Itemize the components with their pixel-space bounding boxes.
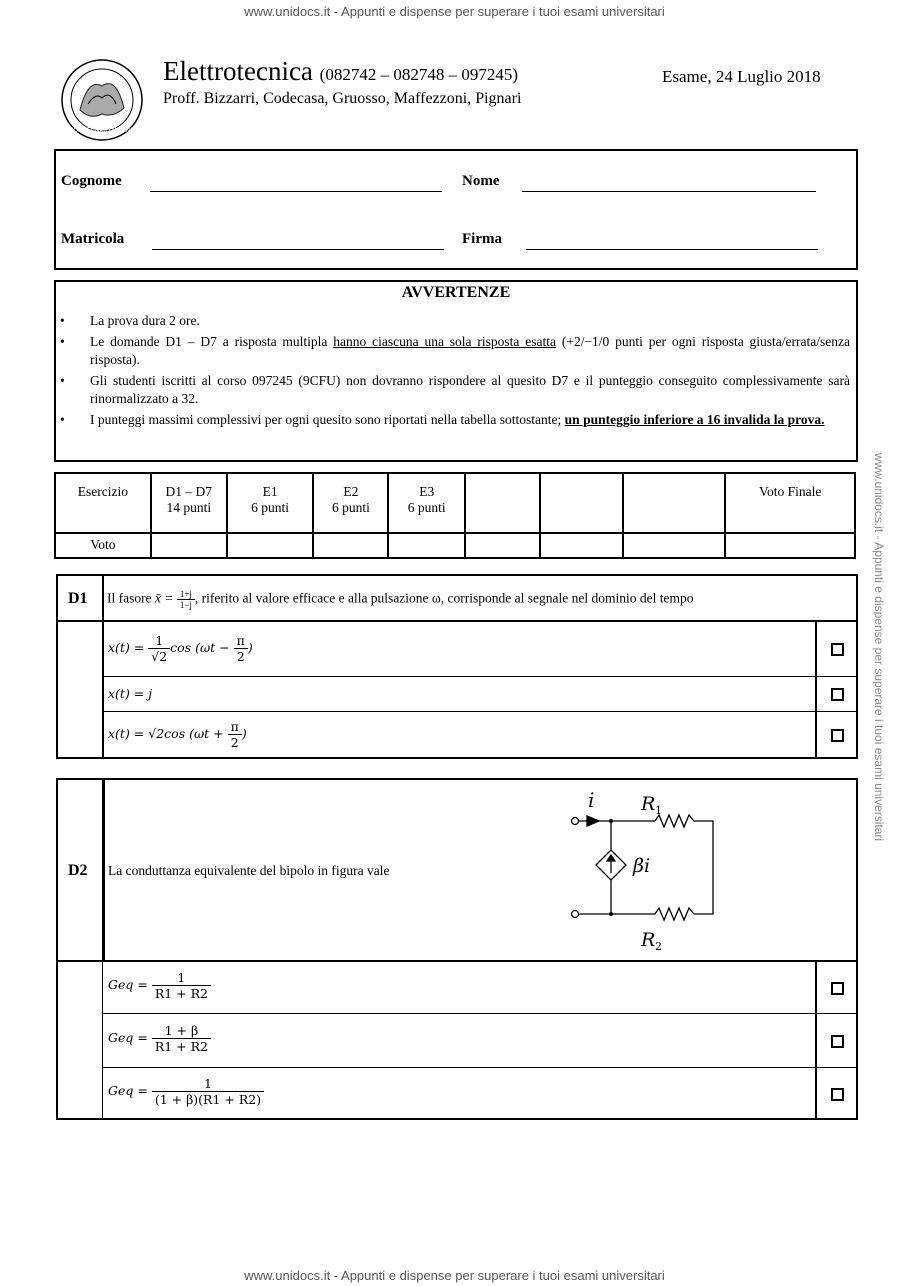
student-info-box bbox=[54, 149, 858, 270]
logo-text: POLITECNICO MILANO bbox=[69, 128, 135, 134]
warnings-title: AVVERTENZE bbox=[401, 284, 511, 301]
grade-table bbox=[54, 472, 856, 559]
grade-header-cell: E1 6 punti bbox=[227, 473, 314, 533]
question-d1 bbox=[56, 574, 858, 759]
answer-option: x(t) = $\frac{1}{√2}$ cos (ωt − $\frac{\pi}{2}$ ) bbox=[108, 633, 253, 664]
grade-header-cell: Voto Finale bbox=[725, 473, 855, 533]
course-codes: (082742 – 082748 – 097245) bbox=[319, 65, 518, 84]
question-text: Il fasore x̄ = $\frac{1+j}{1-j}$ , riferito al valore efficace e alla pulsazione ω, corrisponde al segnale nel dominio del tempo bbox=[107, 589, 694, 610]
answer-checkbox[interactable] bbox=[831, 982, 844, 995]
name-field[interactable] bbox=[522, 191, 816, 192]
grade-score-cell[interactable] bbox=[227, 533, 314, 558]
circuit-r1-label: R bbox=[641, 793, 656, 815]
professors: Proff. Bizzarri, Codecasa, Gruosso, Maffezzoni, Pignari bbox=[163, 90, 522, 107]
watermark-top: www.unidocs.it - Appunti e dispense per superare i tuoi esami universitari bbox=[244, 4, 665, 19]
surname-field[interactable] bbox=[150, 191, 442, 192]
answer-option: x(t) = j bbox=[108, 686, 153, 701]
grade-header-row bbox=[55, 473, 855, 533]
warning-item: • Gli studenti iscritti al corso 097245 (9CFU) non dovranno rispondere al quesito D7 e il punteggio conseguito complessivamente sarà rinormalizzato a 32. bbox=[60, 373, 850, 406]
grade-score-label: Voto bbox=[55, 533, 151, 558]
warning-item: • Le domande D1 – D7 a risposta multipla hanno ciascuna una sola risposta esatta (+2/−1/0 punti per ogni risposta giusta/errata/senza risposta). bbox=[60, 334, 851, 367]
signature-field[interactable] bbox=[526, 249, 818, 250]
question-d2 bbox=[56, 778, 858, 1120]
grade-header-cell bbox=[540, 473, 623, 533]
grade-score-cell[interactable] bbox=[313, 533, 388, 558]
surname-label: Cognome bbox=[61, 173, 122, 189]
grade-score-cell[interactable] bbox=[725, 533, 855, 558]
circuit-r2-label: R bbox=[641, 929, 656, 951]
warning-item: • La prova dura 2 ore. bbox=[60, 313, 200, 328]
watermark-right: www.unidocs.it - Appunti e dispense per superare i tuoi esami universitari bbox=[872, 452, 887, 842]
grade-header-cell bbox=[623, 473, 726, 533]
grade-header-cell: Esercizio bbox=[55, 473, 151, 533]
grade-header-cell: E2 6 punti bbox=[313, 473, 388, 533]
id-field[interactable] bbox=[152, 249, 444, 250]
answer-checkbox[interactable] bbox=[831, 729, 844, 742]
answer-checkbox[interactable] bbox=[831, 643, 844, 656]
answer-checkbox[interactable] bbox=[831, 688, 844, 701]
question-number: D1 bbox=[68, 590, 88, 607]
answer-checkbox[interactable] bbox=[831, 1088, 844, 1101]
answer-option: Geq = $\frac{1}{R1 + R2}$ bbox=[108, 970, 211, 1001]
grade-score-cell[interactable] bbox=[388, 533, 465, 558]
warnings-list bbox=[60, 312, 850, 432]
answer-option: Geq = $\frac{1 + \beta}{R1 + R2}$ bbox=[108, 1023, 211, 1054]
grade-score-cell[interactable] bbox=[540, 533, 623, 558]
grade-score-cell[interactable] bbox=[151, 533, 227, 558]
grade-header-cell: D1 – D7 14 punti bbox=[151, 473, 227, 533]
answer-option: Geq = $\frac{1}{(1 + \beta)(R1 + R2)}$ bbox=[108, 1076, 264, 1107]
grade-header-cell bbox=[465, 473, 540, 533]
course-title bbox=[163, 56, 518, 87]
question-text: La conduttanza equivalente del bipolo in figura vale bbox=[108, 863, 390, 878]
grade-score-cell[interactable] bbox=[623, 533, 726, 558]
exam-date: Esame, 24 Luglio 2018 bbox=[662, 67, 821, 86]
signature-label: Firma bbox=[462, 231, 502, 247]
grade-score-row bbox=[55, 533, 855, 558]
grade-score-cell[interactable] bbox=[465, 533, 540, 558]
circuit-r1-sub: 1 bbox=[655, 804, 662, 817]
warning-item: • I punteggi massimi complessivi per ogni quesito sono riportati nella tabella sottostante; un punteggio inferiore a 16 invalida la prova. bbox=[60, 412, 825, 427]
grade-header-cell: E3 6 punti bbox=[388, 473, 465, 533]
circuit-source-label: βi bbox=[633, 855, 651, 877]
circuit-r2-sub: 2 bbox=[655, 940, 662, 953]
warnings-box bbox=[54, 280, 858, 462]
answer-checkbox[interactable] bbox=[831, 1035, 844, 1048]
circuit-diagram bbox=[563, 784, 733, 954]
circuit-current-label: i bbox=[588, 788, 595, 812]
question-number: D2 bbox=[68, 862, 88, 879]
answer-option: x(t) = √2cos (ωt + $\frac{\pi}{2}$ ) bbox=[108, 719, 247, 750]
watermark-bottom: www.unidocs.it - Appunti e dispense per superare i tuoi esami universitari bbox=[244, 1268, 665, 1283]
name-label: Nome bbox=[462, 173, 500, 189]
course-name: Elettrotecnica bbox=[163, 56, 313, 86]
id-label: Matricola bbox=[61, 231, 125, 247]
